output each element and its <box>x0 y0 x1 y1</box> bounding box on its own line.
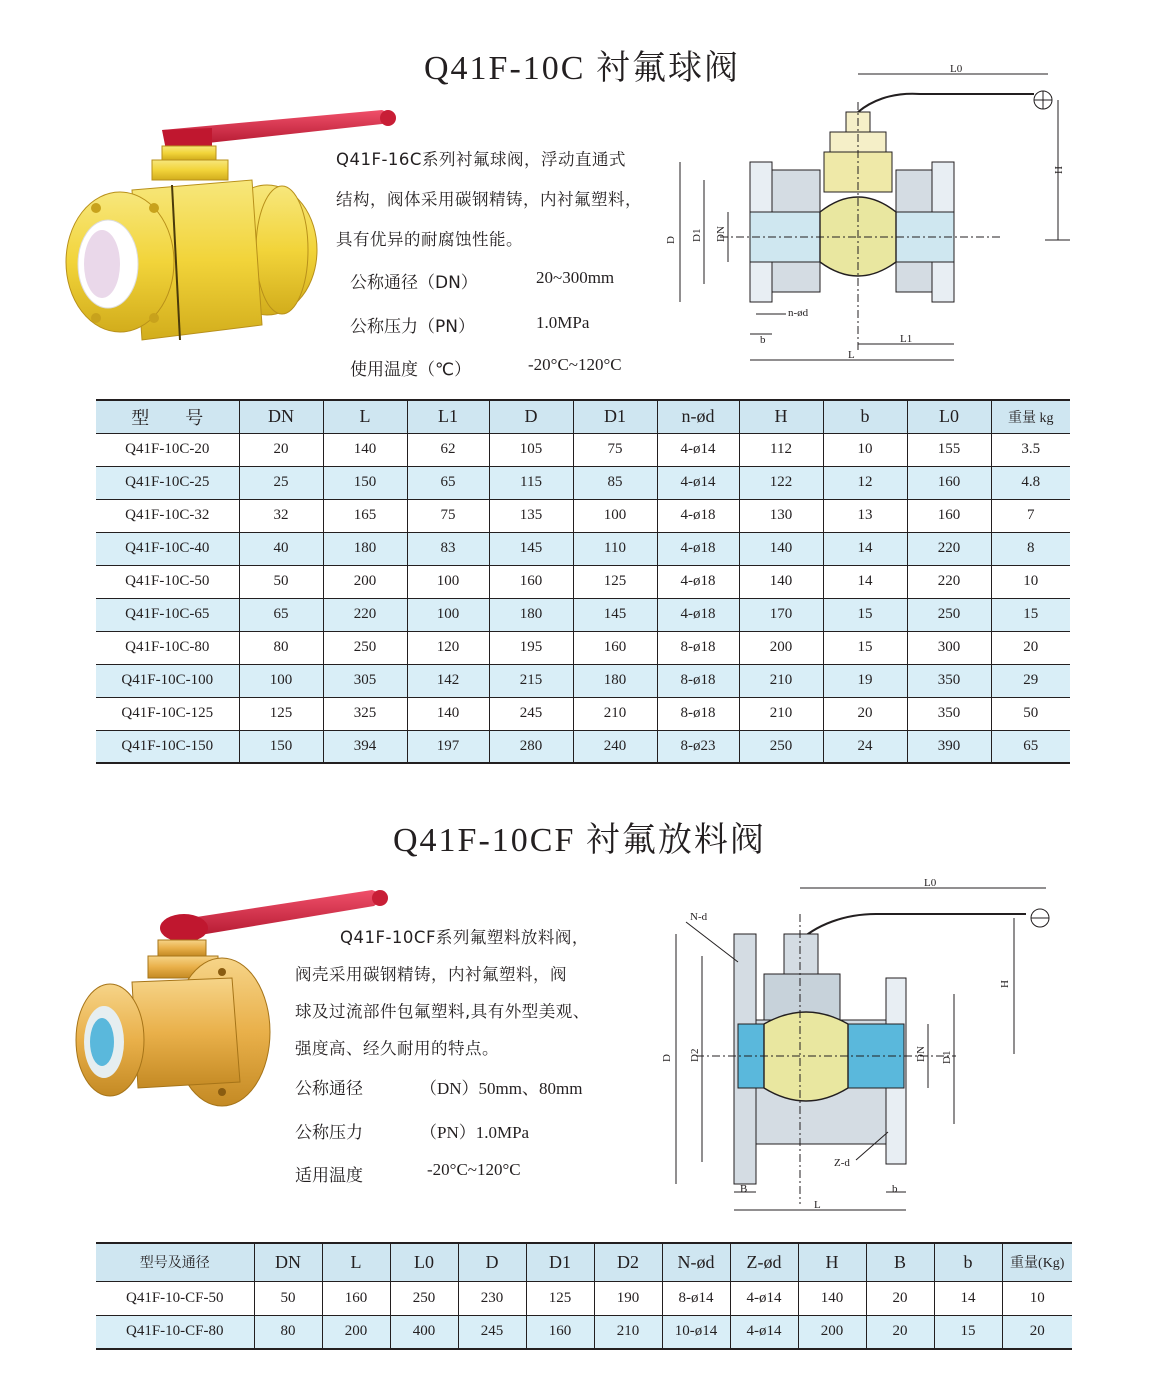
table1-cell: 25 <box>239 466 323 499</box>
table1-cell: 4-ø18 <box>657 499 739 532</box>
table1-cell: 195 <box>489 631 573 664</box>
table1-cell: 160 <box>489 565 573 598</box>
spec-value-dn: 20~300mm <box>536 268 615 287</box>
table1-cell: 122 <box>739 466 823 499</box>
col-header-l1: L1 <box>407 400 489 433</box>
table2-cell: 8-ø14 <box>662 1281 730 1315</box>
table1-cell: 140 <box>739 532 823 565</box>
table1-cell: 65 <box>407 466 489 499</box>
col-header-dn: DN <box>239 400 323 433</box>
table1-cell: 165 <box>323 499 407 532</box>
table2-row <box>96 1315 1072 1349</box>
table1-cell: 125 <box>239 697 323 730</box>
table1-row <box>96 664 1070 697</box>
table1-cell: 50 <box>239 565 323 598</box>
table1-cell: 280 <box>489 730 573 763</box>
table1-cell: 100 <box>573 499 657 532</box>
table2-cell: 200 <box>322 1315 390 1349</box>
table1-cell: Q41F-10C-25 <box>96 466 239 499</box>
table2-cell: 15 <box>934 1315 1002 1349</box>
dim-label-l0: L0 <box>950 63 963 75</box>
dim-label-b: b <box>760 334 766 346</box>
table1-cell: 240 <box>573 730 657 763</box>
table1-cell: 245 <box>489 697 573 730</box>
dim-label-l: L <box>848 349 855 361</box>
table1-row <box>96 697 1070 730</box>
table1-cell: 62 <box>407 433 489 466</box>
section2-desc-line-3: 球及过流部件包氟塑料,具有外型美观、 <box>295 1002 590 1021</box>
table1-row <box>96 631 1070 664</box>
table2-cell: 245 <box>458 1315 526 1349</box>
table2-cell: 10 <box>1002 1281 1072 1315</box>
table2-cell: 20 <box>1002 1315 1072 1349</box>
col-header-b: b <box>823 400 907 433</box>
table1-cell: 19 <box>823 664 907 697</box>
table1-cell: 4-ø18 <box>657 532 739 565</box>
table1-cell: 215 <box>489 664 573 697</box>
col2-header-d2: D2 <box>594 1243 662 1281</box>
table1-cell: 3.5 <box>991 433 1070 466</box>
dim-label-nd: n-ød <box>788 307 809 319</box>
table1-cell: 29 <box>991 664 1070 697</box>
table1-cell: 112 <box>739 433 823 466</box>
table1-cell: 15 <box>991 598 1070 631</box>
table1-cell: 390 <box>907 730 991 763</box>
spec-label-temp: 使用温度（℃） <box>350 360 472 380</box>
table1-cell: 65 <box>239 598 323 631</box>
table1-cell: 180 <box>323 532 407 565</box>
section2-desc-line-2: 阀壳采用碳钢精铸，内衬氟塑料，阀 <box>295 965 567 984</box>
table1-cell: 75 <box>573 433 657 466</box>
table1-cell: 12 <box>823 466 907 499</box>
table1-cell: 120 <box>407 631 489 664</box>
table1-cell: 20 <box>991 631 1070 664</box>
table1-cell: 200 <box>739 631 823 664</box>
section1-title: Q41F-10C 衬氟球阀 <box>424 50 740 87</box>
dim-label-dn: DN <box>715 226 727 242</box>
table1-cell: 75 <box>407 499 489 532</box>
table1-row <box>96 532 1070 565</box>
table1-cell: 15 <box>823 631 907 664</box>
table1-cell: 220 <box>323 598 407 631</box>
table1-cell: 125 <box>573 565 657 598</box>
table2-cell: 140 <box>798 1281 866 1315</box>
table2-cell: 160 <box>526 1315 594 1349</box>
table1-cell: 350 <box>907 697 991 730</box>
dim2-label-nd: N-d <box>690 911 708 923</box>
col2-header-d1: D1 <box>526 1243 594 1281</box>
col2-header-b-upper: B <box>866 1243 934 1281</box>
col2-header-zd: Z-ød <box>730 1243 798 1281</box>
col2-header-l: L <box>322 1243 390 1281</box>
table1-cell: 135 <box>489 499 573 532</box>
table1-cell: 350 <box>907 664 991 697</box>
table1-cell: 13 <box>823 499 907 532</box>
col-header-nd: n-ød <box>657 400 739 433</box>
table1-cell: 100 <box>407 565 489 598</box>
table2-cell: 20 <box>866 1315 934 1349</box>
col2-header-h: H <box>798 1243 866 1281</box>
table-header-row <box>96 400 1070 433</box>
table2-cell: 20 <box>866 1281 934 1315</box>
section2-desc-line-1: Q41F-10CF系列氟塑料放料阀， <box>340 928 589 947</box>
table1-cell: 300 <box>907 631 991 664</box>
table1-cell: 20 <box>823 697 907 730</box>
table1-cell: 10 <box>991 565 1070 598</box>
table2-cell: 4-ø14 <box>730 1315 798 1349</box>
col2-header-nd: N-ød <box>662 1243 730 1281</box>
col2-header-l0: L0 <box>390 1243 458 1281</box>
table1-cell: 180 <box>489 598 573 631</box>
col-header-model: 型 号 <box>96 400 239 433</box>
table1-cell: 250 <box>323 631 407 664</box>
table1-cell: 15 <box>823 598 907 631</box>
ball-valve-drawing <box>660 62 1080 374</box>
table1-cell: Q41F-10C-80 <box>96 631 239 664</box>
table1-cell: 142 <box>407 664 489 697</box>
col-header-weight: 重量 kg <box>991 400 1070 433</box>
col-header-l0: L0 <box>907 400 991 433</box>
table1-cell: 14 <box>823 565 907 598</box>
section2-title: Q41F-10CF 衬氟放料阀 <box>393 822 766 859</box>
table1-cell: Q41F-10C-50 <box>96 565 239 598</box>
table1-cell: 4-ø14 <box>657 466 739 499</box>
table1-cell: Q41F-10C-65 <box>96 598 239 631</box>
table2-cell: 230 <box>458 1281 526 1315</box>
col2-header-b-lower: b <box>934 1243 1002 1281</box>
section2-desc-line-4: 强度高、经久耐用的特点。 <box>295 1039 499 1058</box>
spec-label-pn: 公称压力（PN） <box>350 317 475 337</box>
col2-header-dn: DN <box>254 1243 322 1281</box>
table2-cell: 210 <box>594 1315 662 1349</box>
table1-cell: 305 <box>323 664 407 697</box>
table1-cell: 140 <box>407 697 489 730</box>
spec-table-discharge-valve <box>96 1242 1072 1350</box>
table1-cell: 150 <box>239 730 323 763</box>
discharge-valve-drawing <box>656 874 1076 1220</box>
table1-cell: 105 <box>489 433 573 466</box>
col-header-l: L <box>323 400 407 433</box>
table1-cell: 394 <box>323 730 407 763</box>
spec2-value-temp: -20°C~120°C <box>427 1160 521 1179</box>
table1-cell: 40 <box>239 532 323 565</box>
dim-label-h: H <box>1053 166 1065 174</box>
spec-value-pn: 1.0MPa <box>536 313 590 332</box>
table1-cell: 80 <box>239 631 323 664</box>
spec2-label-pn: 公称压力 <box>295 1123 363 1143</box>
table1-cell: 210 <box>739 664 823 697</box>
table1-cell: Q41F-10C-150 <box>96 730 239 763</box>
table1-cell: 160 <box>907 466 991 499</box>
spec-label-dn: 公称通径（DN） <box>350 273 478 293</box>
table1-cell: 20 <box>239 433 323 466</box>
table1-cell: 4-ø18 <box>657 565 739 598</box>
col2-header-d: D <box>458 1243 526 1281</box>
dim2-label-d2: D2 <box>689 1048 701 1062</box>
table2-cell: 10-ø14 <box>662 1315 730 1349</box>
section1-desc-line-3: 具有优异的耐腐蚀性能。 <box>336 230 523 249</box>
dim2-label-b-lower: b <box>892 1183 898 1195</box>
col-header-h: H <box>739 400 823 433</box>
dim2-label-l: L <box>814 1199 821 1211</box>
table1-cell: 8-ø18 <box>657 664 739 697</box>
table2-cell: 80 <box>254 1315 322 1349</box>
col-header-d: D <box>489 400 573 433</box>
table1-cell: 8-ø18 <box>657 631 739 664</box>
table1-cell: 197 <box>407 730 489 763</box>
dim2-label-zd: Z-d <box>834 1157 850 1169</box>
spec2-label-temp: 适用温度 <box>295 1166 363 1186</box>
col-header-d1: D1 <box>573 400 657 433</box>
table1-cell: 4.8 <box>991 466 1070 499</box>
table1-cell: Q41F-10C-20 <box>96 433 239 466</box>
table1-cell: 10 <box>823 433 907 466</box>
table1-row <box>96 565 1070 598</box>
table1-cell: 325 <box>323 697 407 730</box>
table2-cell: 250 <box>390 1281 458 1315</box>
table1-cell: 4-ø14 <box>657 433 739 466</box>
table1-cell: 8 <box>991 532 1070 565</box>
table1-cell: 4-ø18 <box>657 598 739 631</box>
dim2-label-h: H <box>999 980 1011 988</box>
table1-row <box>96 433 1070 466</box>
table2-cell: 200 <box>798 1315 866 1349</box>
spec-table-ball-valve <box>96 399 1070 764</box>
table1-cell: 7 <box>991 499 1070 532</box>
dim-label-l1: L1 <box>900 333 913 345</box>
table1-cell: 65 <box>991 730 1070 763</box>
table2-cell: 160 <box>322 1281 390 1315</box>
spec-value-temp: -20°C~120°C <box>528 355 622 374</box>
table1-cell: 8-ø23 <box>657 730 739 763</box>
table1-cell: 170 <box>739 598 823 631</box>
table1-cell: 200 <box>323 565 407 598</box>
col2-header-model: 型号及通径 <box>96 1243 254 1281</box>
table1-row <box>96 499 1070 532</box>
spec2-value-pn: （PN）1.0MPa <box>420 1123 530 1142</box>
dim2-label-d: D <box>661 1054 673 1062</box>
spec2-value-dn: （DN）50mm、80mm <box>420 1079 583 1098</box>
table1-row <box>96 730 1070 763</box>
table2-cell: 4-ø14 <box>730 1281 798 1315</box>
table1-cell: 210 <box>739 697 823 730</box>
dim2-label-l0: L0 <box>924 877 937 889</box>
dim2-label-d1: D1 <box>941 1050 953 1064</box>
table1-cell: 180 <box>573 664 657 697</box>
table1-cell: 32 <box>239 499 323 532</box>
table1-cell: 110 <box>573 532 657 565</box>
table1-cell: Q41F-10C-32 <box>96 499 239 532</box>
table2-header-row <box>96 1243 1072 1281</box>
table2-row <box>96 1281 1072 1315</box>
section1-desc-line-2: 结构，阀体采用碳钢精铸，内衬氟塑料， <box>336 190 642 209</box>
table1-cell: 220 <box>907 532 991 565</box>
col2-header-weight: 重量(Kg) <box>1002 1243 1072 1281</box>
table1-cell: 130 <box>739 499 823 532</box>
dim-label-d1: D1 <box>691 228 703 242</box>
table1-cell: 100 <box>239 664 323 697</box>
dim2-label-b-upper: B <box>740 1183 748 1195</box>
dim-label-d: D <box>665 236 677 244</box>
table1-row <box>96 598 1070 631</box>
dim2-label-dn: DN <box>915 1046 927 1062</box>
table1-cell: 150 <box>323 466 407 499</box>
table2-cell: 400 <box>390 1315 458 1349</box>
table1-cell: 8-ø18 <box>657 697 739 730</box>
spec2-label-dn: 公称通径 <box>295 1079 363 1099</box>
table1-cell: 145 <box>573 598 657 631</box>
table1-cell: 145 <box>489 532 573 565</box>
table1-cell: 220 <box>907 565 991 598</box>
table1-cell: 155 <box>907 433 991 466</box>
table1-cell: 250 <box>907 598 991 631</box>
table1-row <box>96 466 1070 499</box>
table1-cell: 14 <box>823 532 907 565</box>
table1-cell: 160 <box>573 631 657 664</box>
table1-cell: 50 <box>991 697 1070 730</box>
table2-cell: Q41F-10-CF-80 <box>96 1315 254 1349</box>
table1-cell: 140 <box>323 433 407 466</box>
table2-cell: 50 <box>254 1281 322 1315</box>
table1-cell: 83 <box>407 532 489 565</box>
table1-cell: Q41F-10C-100 <box>96 664 239 697</box>
table1-cell: 140 <box>739 565 823 598</box>
table1-cell: 160 <box>907 499 991 532</box>
table1-cell: 210 <box>573 697 657 730</box>
table1-cell: Q41F-10C-40 <box>96 532 239 565</box>
table2-cell: 125 <box>526 1281 594 1315</box>
table2-cell: 190 <box>594 1281 662 1315</box>
table1-cell: 100 <box>407 598 489 631</box>
table1-cell: 250 <box>739 730 823 763</box>
table1-cell: 24 <box>823 730 907 763</box>
section1-desc-line-1: Q41F-16C系列衬氟球阀，浮动直通式 <box>336 150 626 169</box>
table1-cell: 85 <box>573 466 657 499</box>
table2-cell: Q41F-10-CF-50 <box>96 1281 254 1315</box>
table1-cell: Q41F-10C-125 <box>96 697 239 730</box>
table2-cell: 14 <box>934 1281 1002 1315</box>
table1-cell: 115 <box>489 466 573 499</box>
